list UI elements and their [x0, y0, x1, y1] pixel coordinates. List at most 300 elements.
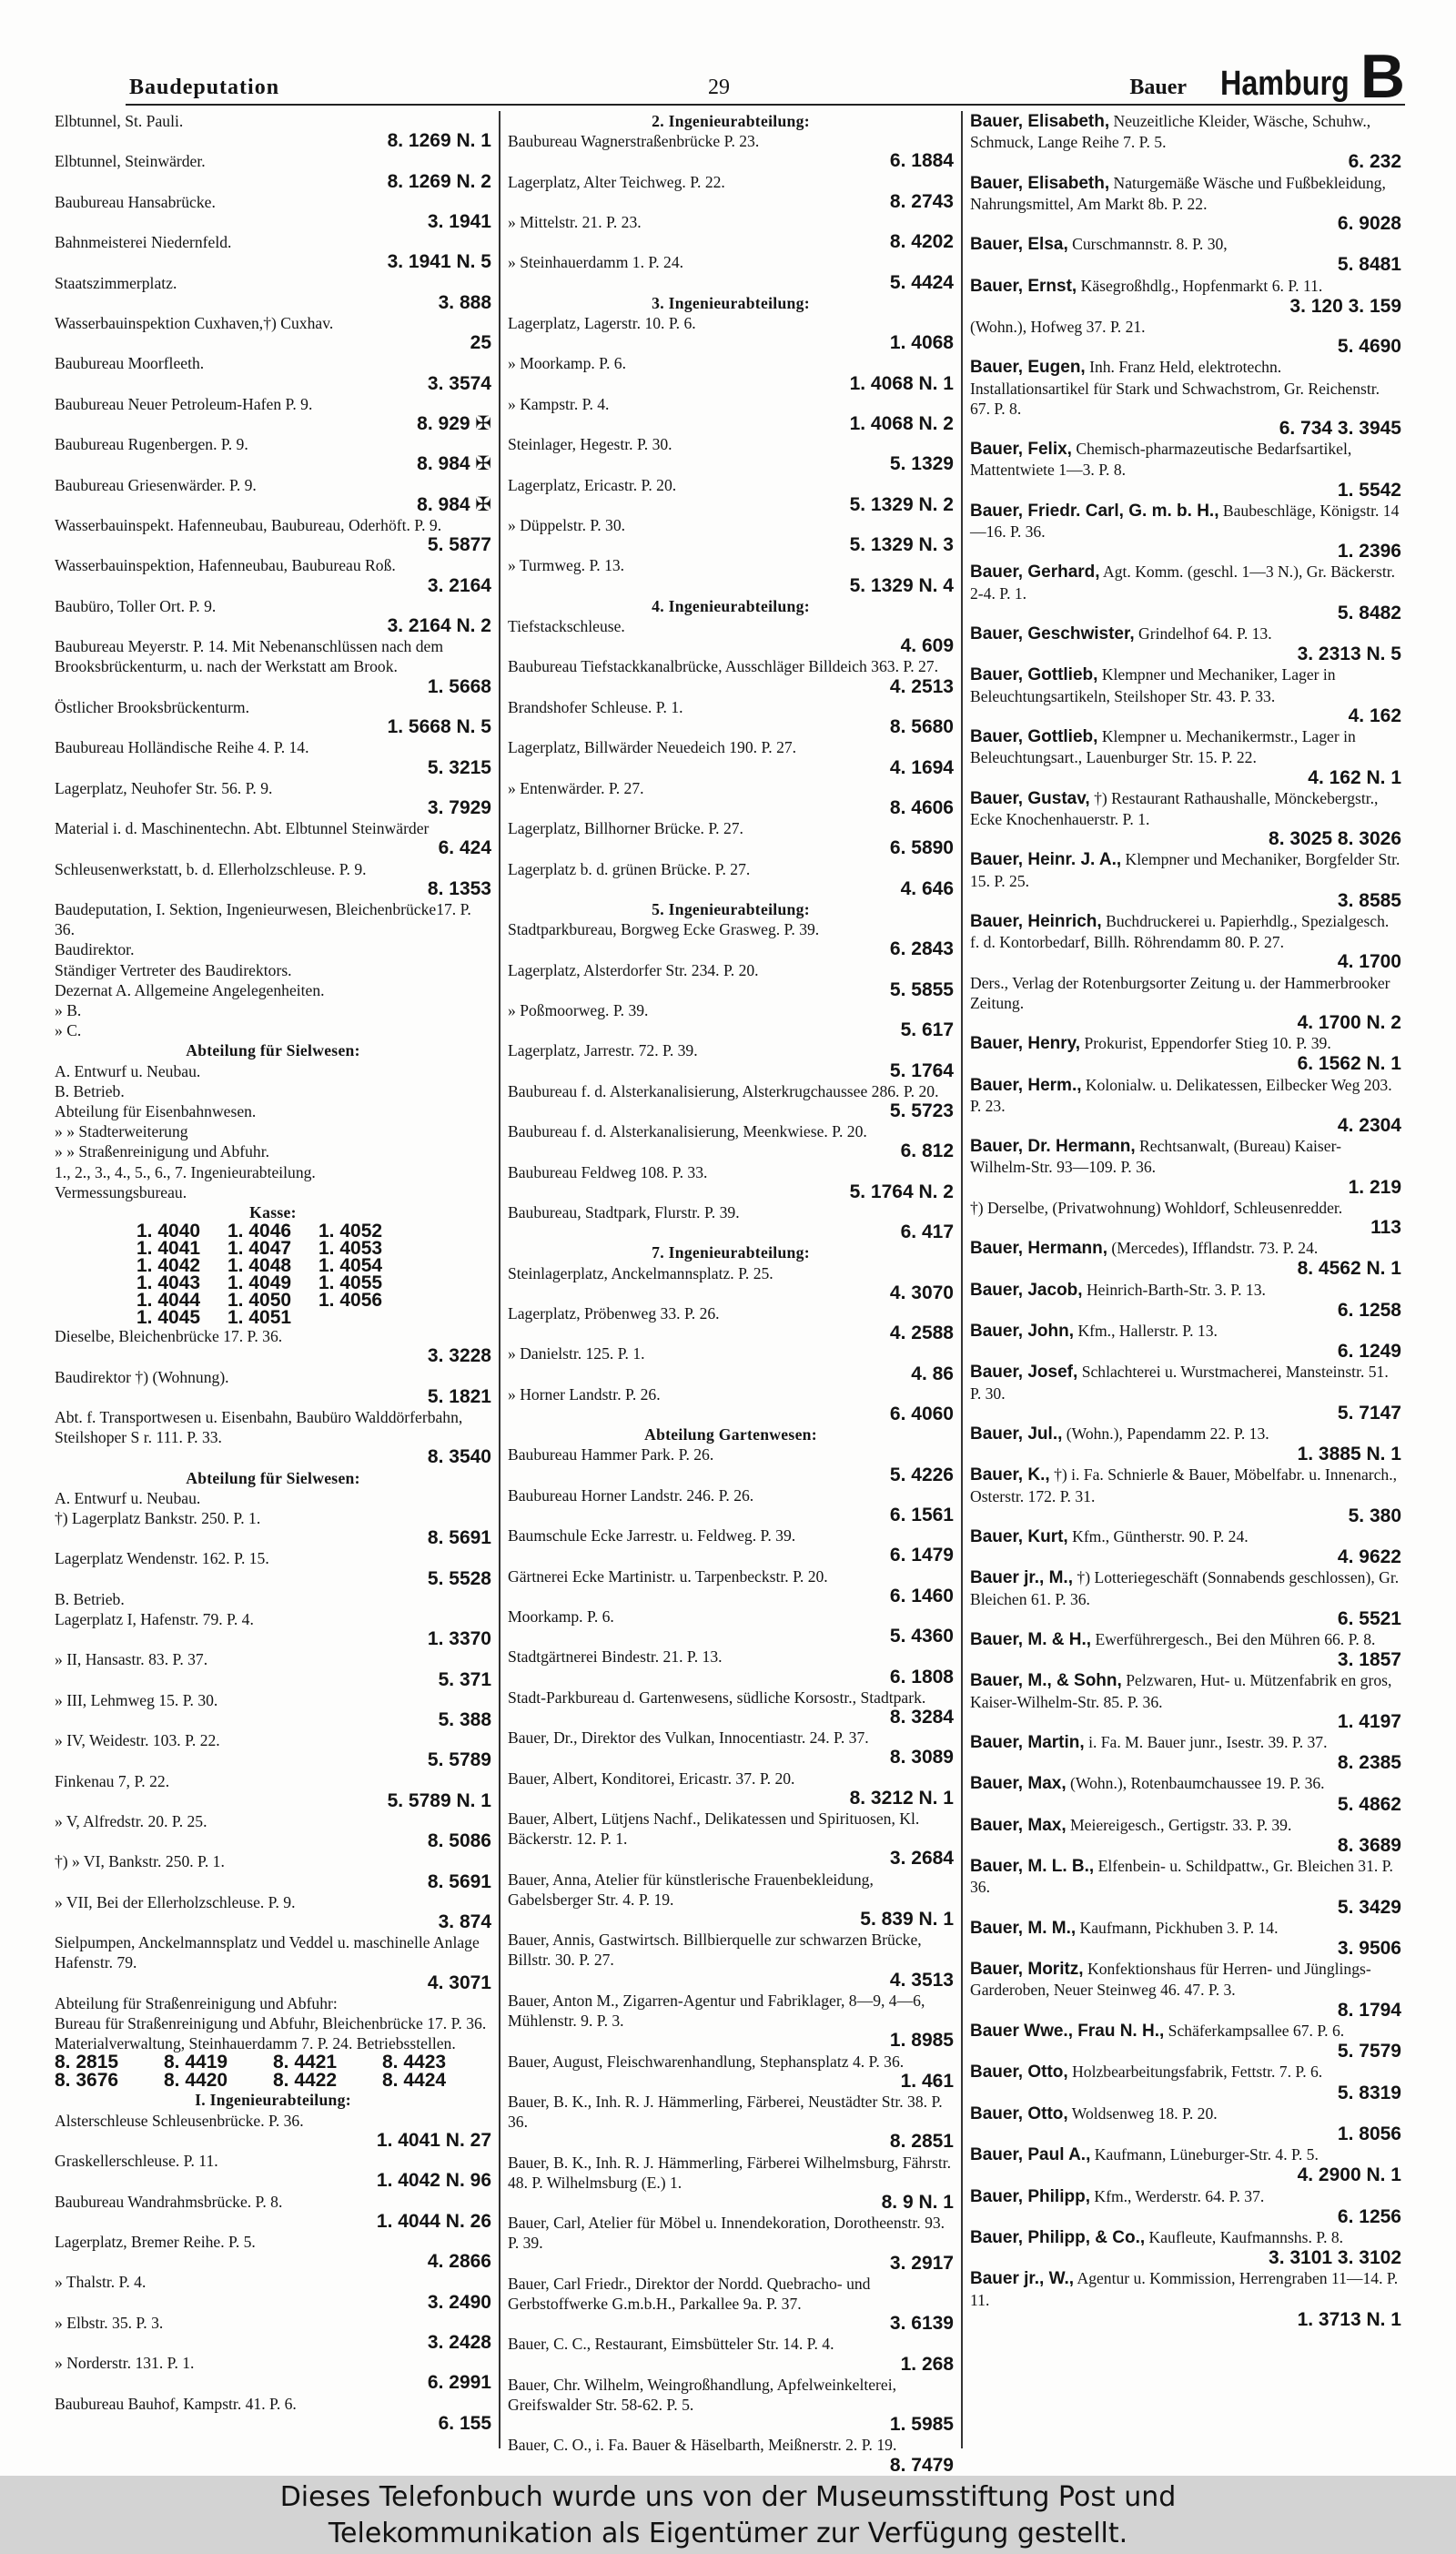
listing-text: Buchdruckerei u. Papierhdlg., Spezialgesch. f. d. Kontorbedarf, Billh. Röhrendamm 80. P. 27.: [970, 911, 1390, 952]
listing-name: Bauer, M. M.,: [970, 1918, 1077, 1938]
listing-line: » » Stadterweiterung: [55, 1122, 188, 1141]
listing-text: Bauer, Annis, Gastwirtsch. Billbierquelle zur schwarzen Brücke, Billstr. 30. P. 27.: [508, 1931, 922, 1970]
phone-number: 1. 4068 N. 2: [849, 413, 954, 435]
listing-text: Bauer, C. C., Restaurant, Eimsbütteler Str. 14. P. 4.: [508, 2335, 834, 2354]
listing-entry: [508, 2274, 954, 2335]
listing-entry: [55, 899, 491, 939]
listing-text: Baubeschläge, Königstr. 14—16. P. 36.: [970, 501, 1400, 542]
phone-number: 4. 609: [900, 635, 954, 657]
phone-number: 1. 268: [900, 2353, 954, 2375]
listing-entry: [55, 2013, 491, 2033]
listing-text: Kfm., Güntherstr. 90. P. 24.: [1072, 1527, 1249, 1546]
phone-number: 8. 3025 8. 3026: [1269, 828, 1401, 850]
listing-text: Agt. Komm. (geschl. 1—3 N.), Gr. Bäckerstr. 2-4. P. 1.: [970, 562, 1396, 603]
phone-number: 8. 2743: [889, 190, 954, 212]
listing-name: Bauer, Dr. Hermann,: [970, 1137, 1136, 1157]
listing-text: Baubureau Griesenwärder. P. 9.: [55, 475, 257, 494]
phone-number: 1. 4054: [318, 1255, 383, 1277]
listing-entry: [508, 394, 954, 434]
listing-entry: [508, 1809, 954, 1870]
phone-number: 4. 1700: [1337, 951, 1401, 973]
phone-number: 8. 5680: [889, 716, 954, 738]
phone-number: 3. 888: [438, 291, 491, 313]
listing-text: » VII, Bei der Ellerholzschleuse. P. 9.: [55, 1892, 296, 1911]
listing-text: Finkenau 7, P. 22.: [55, 1771, 170, 1790]
listing-text: (Mercedes), Ifflandstr. 73. P. 24.: [1111, 1239, 1319, 1258]
listing-entry: [970, 2268, 1401, 2330]
listing-text: Steinlagerplatz, Anckelmannsplatz. P. 25.: [508, 1263, 774, 1282]
listing-text: Bauer, Dr., Direktor des Vulkan, Innocentiastr. 24. P. 37.: [508, 1728, 869, 1748]
listing-entry: [508, 1444, 954, 1485]
listing-entry: [55, 636, 491, 697]
listing-entry: [508, 1991, 954, 2052]
listing-name: Bauer, Henry,: [970, 1034, 1081, 1054]
listing-entry: [55, 2111, 491, 2151]
phone-number: 1. 4041: [136, 1238, 201, 1260]
phone-number: 3. 120 3. 159: [1289, 295, 1401, 317]
listing-text: » C.: [55, 1021, 82, 1040]
section-heading: 7. Ingenieurabteilung:: [652, 1243, 810, 1262]
listing-entry: [55, 313, 491, 353]
listing-entry: [55, 1690, 491, 1730]
listing-text: Stadtparkbureau, Borgweg Ecke Grasweg. P. 39.: [508, 920, 820, 939]
phone-number: 5. 4862: [1337, 1793, 1401, 1815]
listing-line: A. Entwurf u. Neubau.: [55, 1061, 201, 1080]
listing-text: Lagerplatz, Billhorner Brücke. P. 27.: [508, 819, 743, 838]
listing-entry: [970, 234, 1401, 275]
listing-text: » Thalstr. P. 4.: [55, 2273, 147, 2292]
listing-name: Bauer, Felix,: [970, 440, 1072, 460]
listing-text: Bauer, Albert, Lütjens Nachf., Delikatessen und Spirituosen, Kl. Bäckerstr. 12. P. 1.: [508, 1809, 920, 1849]
listing-entry: [508, 1647, 954, 1687]
listing-text: Bauer, C. O., i. Fa. Bauer & Häselbarth, Meißnerstr. 2. P. 19.: [508, 2436, 897, 2455]
listing-entry: [508, 1121, 954, 1161]
listing-name: Bauer, Jacob,: [970, 1280, 1083, 1300]
listing-text: (Wohn.), Papendamm 22. P. 13.: [1066, 1424, 1269, 1443]
listing-entry: [55, 1000, 491, 1020]
listing-text: Kaufmann, Lüneburger-Str. 4. P. 5.: [1094, 2145, 1319, 2164]
listing-entry: [508, 1081, 954, 1121]
phone-number: 5. 4226: [889, 1464, 954, 1485]
betrieb-numbers: [55, 2053, 491, 2090]
phone-number: 4. 86: [911, 1363, 954, 1384]
phone-number: 1. 4068 N. 1: [849, 372, 954, 394]
listing-text: » III, Lehmweg 15. P. 30.: [55, 1690, 218, 1709]
listing-text: » Kampstr. P. 4.: [508, 394, 610, 413]
phone-number: 5. 1764: [889, 1059, 954, 1081]
listing-text: Gärtnerei Ecke Martinistr. u. Tarpenbeckstr. P. 20.: [508, 1566, 828, 1586]
listing-name: Bauer jr., M.,: [970, 1568, 1073, 1588]
listing-text: Bauer, B. K., Inh. R. J. Hämmerling, Färberei Wilhelmsburg, Fährstr. 48. P. Wilhelmsburg (E.) 1.: [508, 2153, 952, 2192]
phone-number: 8. 4420: [164, 2070, 228, 2092]
phone-number: 6. 4060: [889, 1404, 954, 1424]
listing-text: Schäferkampsallee 67. P. 6.: [1168, 2021, 1345, 2040]
phone-number: 3. 1941 N. 5: [387, 251, 491, 273]
listing-entry: [970, 357, 1401, 439]
listing-text: Lagerplatz, Pröbenweg 33. P. 26.: [508, 1303, 720, 1323]
phone-number: [318, 1309, 410, 1326]
listing-name: Bauer, Ernst,: [970, 276, 1077, 296]
phone-number: 4. 3070: [889, 1282, 954, 1303]
listing-entry: [970, 1773, 1401, 1814]
listing-entry: [970, 1136, 1401, 1198]
listing-text: (Wohn.), Hofweg 37. P. 21.: [970, 318, 1146, 337]
phone-number: 5. 8481: [1337, 254, 1401, 276]
phone-number: 6. 1562 N. 1: [1297, 1053, 1401, 1075]
listing-name: Bauer, Gustav,: [970, 788, 1090, 808]
listing-entry: [55, 353, 491, 393]
phone-number: 5. 7579: [1337, 2041, 1401, 2062]
listing-entry: [55, 1730, 491, 1770]
phone-number: 6. 1460: [889, 1585, 954, 1606]
listing-text: » II, Hansastr. 83. P. 37.: [55, 1650, 208, 1669]
listing-text: Baubureau Moorfleeth.: [55, 354, 205, 373]
listing-entry: [508, 1485, 954, 1525]
phone-number: 8. 2815: [55, 2052, 119, 2073]
phone-number: 8. 3540: [427, 1446, 491, 1468]
listing-entry: [508, 919, 954, 959]
listing-entry: [55, 151, 491, 191]
phone-number: 25: [470, 332, 491, 354]
listing-entry: [508, 2334, 954, 2374]
listing-name: Bauer, Philipp,: [970, 2186, 1090, 2206]
phone-number: 1. 4042: [136, 1255, 201, 1277]
phone-number: 1. 5542: [1337, 479, 1401, 501]
listing-entry: [508, 1303, 954, 1343]
listing-line: Vermessungsbureau.: [55, 1182, 187, 1201]
phone-number: 5. 371: [438, 1668, 491, 1690]
listing-entry: [508, 1687, 954, 1728]
listing-entry: [508, 252, 954, 292]
listing-text: Elbtunnel, Steinwärder.: [55, 152, 206, 171]
phone-number: 4. 3513: [889, 1969, 954, 1991]
listing-name: Bauer, Herm.,: [970, 1075, 1082, 1095]
phone-number: 6. 734 3. 3945: [1279, 418, 1401, 440]
phone-number: 8. 3284: [889, 1707, 954, 1728]
listing-text: Stadt-Parkbureau d. Gartenwesens, südliche Korsostr., Stadtpark.: [508, 1687, 926, 1707]
phone-number: 5. 1329 N. 2: [849, 493, 954, 515]
listing-entry: [970, 726, 1401, 788]
listing-text: Bauer, B. K., Inh. R. J. Hämmerling, Färberei, Neustädter Str. 38. P. 36.: [508, 2092, 943, 2132]
page-header: [126, 42, 1405, 112]
listing-text: Bauer, Carl Friedr., Direktor der Nordd. Quebracho- und Gerbstoffwerke G.m.b.H., Parkallee 9a. P. 37.: [508, 2274, 871, 2313]
listing-entry: [508, 778, 954, 818]
phone-number: 8. 5086: [427, 1830, 491, 1852]
listing-entry: [55, 1811, 491, 1851]
phone-number: 1. 4040: [136, 1221, 201, 1242]
page-number: 29: [708, 76, 730, 99]
listing-name: Bauer jr., W.,: [970, 2269, 1075, 2289]
listing-line: B. Betrieb.: [55, 1081, 125, 1100]
listing-name: Bauer, Elisabeth,: [970, 112, 1110, 131]
phone-number: 5. 8319: [1337, 2082, 1401, 2103]
listing-entry: [55, 1508, 491, 1548]
listing-name: Bauer, Max,: [970, 1774, 1067, 1794]
listing-entry: [55, 1851, 491, 1891]
listing-entry: [55, 778, 491, 818]
listing-text: Grindelhof 64. P. 13.: [1138, 624, 1272, 644]
listing-entry: [970, 1280, 1401, 1321]
phone-number: 1. 4048: [228, 1255, 292, 1277]
phone-number: 3. 6139: [889, 2313, 954, 2335]
footer-line-1: Dieses Telefonbuch wurde uns von der Museumsstiftung Post und: [279, 2481, 1177, 2513]
listing-entry: [55, 434, 491, 474]
listing-entry: [970, 501, 1401, 562]
listing-text: » Turmweg. P. 13.: [508, 556, 625, 575]
phone-number: 1. 8985: [889, 2030, 954, 2052]
listing-entry: [55, 1020, 491, 1040]
phone-number: 1. 4055: [318, 1272, 383, 1294]
listing-entry: [970, 1464, 1401, 1526]
listing-entry: [55, 555, 491, 595]
phone-number: 5. 1329 N. 4: [849, 574, 954, 596]
phone-number: 3. 1857: [1337, 1649, 1401, 1671]
listing-entry: [508, 131, 954, 171]
phone-number: 8. 4562 N. 1: [1297, 1258, 1401, 1280]
listing-entry: [508, 656, 954, 696]
listing-entry: [508, 1870, 954, 1931]
listing-line: Abteilung für Eisenbahnwesen.: [55, 1101, 257, 1120]
listing-line: A. Entwurf u. Neubau.: [55, 1488, 201, 1507]
listing-entry: [970, 1629, 1401, 1670]
section-heading: 5. Ingenieurabteilung:: [652, 899, 810, 918]
listing-entry: [55, 980, 491, 1000]
section-heading: Kasse:: [249, 1202, 297, 1221]
listing-text: Bauer, Albert, Konditorei, Ericastr. 37. P. 20.: [508, 1769, 795, 1788]
listing-entry: [508, 1202, 954, 1242]
phone-number: 1. 4042 N. 96: [376, 2170, 491, 2192]
listing-name: Bauer, Heinr. J. A.,: [970, 850, 1122, 870]
listing-text: Naturgemäße Wäsche und Fußbekleidung, Nahrungsmittel, Am Markt 8b. P. 22.: [970, 173, 1386, 213]
listing-name: Bauer, Hermann,: [970, 1239, 1107, 1259]
phone-number: 5. 5789: [427, 1749, 491, 1771]
phone-number: 8. 984 ✠: [417, 453, 491, 475]
phone-number: 5. 5855: [889, 978, 954, 1000]
listing-text: Baubureau Wagnerstraßenbrücke P. 23.: [508, 132, 760, 151]
listing-text: Graskellerschleuse. P. 11.: [55, 2152, 218, 2171]
listing-entry: [55, 2313, 491, 2353]
listing-entry: [970, 439, 1401, 501]
column-1: [47, 111, 499, 2448]
listing-name: Bauer, Otto,: [970, 2103, 1068, 2123]
listing-name: Bauer, K.,: [970, 1465, 1050, 1485]
phone-number: 1. 4050: [228, 1290, 292, 1312]
listing-line: » » Straßenreinigung und Abfuhr.: [55, 1142, 270, 1161]
phone-number: 3. 3574: [427, 372, 491, 394]
phone-number: 1. 4047: [228, 1238, 292, 1260]
listing-entry: [508, 555, 954, 595]
phone-number: 6. 1258: [1337, 1299, 1401, 1321]
listing-entry: [508, 1606, 954, 1647]
listing-text: Lagerplatz Wendenstr. 162. P. 15.: [55, 1549, 269, 1568]
listing-entry: [970, 788, 1401, 850]
phone-number: 8. 1269 N. 1: [387, 130, 491, 152]
phone-number: 5. 4360: [889, 1626, 954, 1647]
listing-text: Baubureau Tiefstackkanalbrücke, Ausschläger Billdeich 363. P. 27.: [508, 657, 938, 676]
listing-entry: [970, 317, 1401, 357]
listing-text: » Danielstr. 125. P. 1.: [508, 1344, 645, 1363]
listing-entry: [508, 1728, 954, 1768]
listing-text: Baubureau Holländische Reihe 4. P. 14.: [55, 738, 309, 757]
listing-entry: [508, 1525, 954, 1566]
listing-text: Prokurist, Eppendorfer Stieg 10. P. 39.: [1084, 1034, 1331, 1053]
phone-number: 6. 424: [438, 837, 491, 859]
listing-text: » Moorkamp. P. 6.: [508, 354, 627, 373]
listing-text: Elfenbein- u. Schildpattw., Gr. Bleichen 31. P. 36.: [970, 1857, 1393, 1897]
listing-text: Kfm., Werderstr. 64. P. 37.: [1094, 2186, 1265, 2205]
listing-name: Bauer, M., & Sohn,: [970, 1671, 1122, 1691]
phone-number: 8. 2385: [1337, 1752, 1401, 1774]
listing-text: Baubureau Feldweg 108. P. 33.: [508, 1162, 708, 1181]
section-heading: 3. Ingenieurabteilung:: [652, 293, 810, 312]
phone-number: 8. 7479: [889, 2454, 954, 2476]
listing-text: Baubureau Wandrahmsbrücke. P. 8.: [55, 2192, 283, 2211]
phone-number: 3. 2917: [889, 2252, 954, 2274]
phone-number: 1. 4041 N. 27: [376, 2129, 491, 2151]
listing-entry: [508, 859, 954, 899]
listing-text: †) » VI, Bankstr. 250. P. 1.: [55, 1852, 225, 1871]
listing-text: Baumschule Ecke Jarrestr. u. Feldweg. P. 39.: [508, 1526, 796, 1546]
listing-entry: [508, 1000, 954, 1040]
phone-number: 1. 8056: [1337, 2123, 1401, 2144]
listing-entry: [970, 664, 1401, 726]
phone-number: 6. 1256: [1337, 2205, 1401, 2227]
phone-number: 3. 8585: [1337, 889, 1401, 911]
listing-entry: [55, 232, 491, 272]
listing-text: » Horner Landstr. P. 26.: [508, 1384, 661, 1404]
listing-entry: [508, 172, 954, 212]
phone-number: 4. 1694: [889, 756, 954, 778]
phone-number: 1. 3713 N. 1: [1297, 2308, 1401, 2330]
listing-text: Bauer, Chr. Wilhelm, Weingroßhandlung, Apfelweinkelterei, Greifswalder Str. 58-62. P. 5.: [508, 2375, 896, 2414]
listing-name: Bauer, Martin,: [970, 1733, 1085, 1753]
listing-entry: [970, 2186, 1401, 2227]
listing-text: Tiefstackschleuse.: [508, 617, 625, 636]
listing-text: Bureau für Straßenreinigung und Abfuhr, Bleichenbrücke 17. P. 36.: [55, 2014, 487, 2033]
footer-line-2: Telekommunikation als Eigentümer zur Verfügung gestellt.: [328, 2518, 1128, 2549]
phone-number: 5. 1821: [427, 1385, 491, 1407]
listing-name: Bauer, Elsa,: [970, 235, 1068, 255]
phone-number: 5. 380: [1348, 1505, 1401, 1526]
listing-text: » Entenwärder. P. 27.: [508, 778, 644, 797]
listing-entry: [55, 273, 491, 313]
listing-name: Bauer, Geschwister,: [970, 624, 1135, 644]
listing-line: 1., 2., 3., 4., 5., 6., 7. Ingenieurabteilung.: [55, 1162, 316, 1181]
listing-text: Kaufleute, Kaufmannshs. P. 8.: [1148, 2227, 1344, 2246]
phone-number: 6. 1884: [889, 150, 954, 172]
listing-name: Bauer, Friedr. Carl, G. m. b. H.,: [970, 501, 1219, 521]
listing-text: Dieselbe, Bleichenbrücke 17. P. 36.: [55, 1327, 283, 1346]
listing-text: Bahnmeisterei Niedernfeld.: [55, 233, 232, 252]
listing-text: » Mittelstr. 21. P. 23.: [508, 213, 642, 232]
phone-number: 4. 3071: [427, 1971, 491, 1993]
phone-number: 1. 4044: [136, 1290, 201, 1312]
listing-text: †) i. Fa. Schnierle & Bauer, Möbelfabr. u. Innenarch., Osterstr. 172. P. 31.: [970, 1465, 1398, 1505]
listing-text: Baubureau, Stadtpark, Flurstr. P. 39.: [508, 1202, 740, 1221]
listing-entry: [55, 1649, 491, 1689]
listing-text: B. Betrieb.: [55, 1589, 125, 1608]
section-heading: 4. Ingenieurabteilung:: [652, 596, 810, 615]
listing-entry: [970, 1732, 1401, 1773]
phone-number: 5. 617: [900, 1019, 954, 1041]
listing-entry: [55, 1407, 491, 1468]
phone-number: 4. 2900 N. 1: [1297, 2164, 1401, 2186]
listing-name: Bauer, Otto,: [970, 2062, 1068, 2083]
section-heading: 2. Ingenieurabteilung:: [652, 112, 810, 130]
phone-number: 113: [1370, 1216, 1401, 1238]
header-left-keyword: Baudeputation: [129, 76, 280, 99]
phone-number: 3. 2490: [427, 2291, 491, 2313]
phone-number: 8. 3212 N. 1: [849, 1787, 954, 1809]
listing-text: Schlachterei u. Wurstmacherei, Mansteinstr. 51. P. 30.: [970, 1363, 1389, 1403]
listing-entry: [55, 1589, 491, 1609]
listing-text: Käsegroßhdlg., Hopfenmarkt 6. P. 11.: [1080, 276, 1323, 295]
listing-text: †) Derselbe, (Privatwohnung) Wohldorf, Schleusenredder.: [970, 1198, 1343, 1217]
listing-entry: [508, 960, 954, 1000]
phone-number: 3. 2164 N. 2: [387, 615, 491, 637]
listing-entry: [55, 2151, 491, 2191]
phone-number: 1. 3370: [427, 1628, 491, 1650]
listing-name: Bauer, M. L. B.,: [970, 1857, 1095, 1877]
header-city: Hamburg: [1220, 65, 1350, 103]
listing-entry: [55, 1548, 491, 1588]
listing-text: Chemisch-pharmazeutische Bedarfsartikel, Mattentwiete 1—3. P. 8.: [970, 440, 1352, 480]
listing-entry: [55, 596, 491, 636]
listing-entry: [970, 849, 1401, 911]
listing-entry: [508, 2052, 954, 2092]
phone-number: 3. 2684: [889, 1848, 954, 1870]
listing-entry: [970, 173, 1401, 235]
listing-entry: [55, 737, 491, 777]
phone-number: 1. 5668: [427, 675, 491, 697]
directory-columns: [47, 111, 1409, 2476]
listing-text: Ewerführergesch., Bei den Mühren 66. P. 8.: [1095, 1630, 1376, 1649]
phone-number: 8. 5691: [427, 1527, 491, 1549]
listing-name: Bauer, Josef,: [970, 1363, 1078, 1383]
phone-number: 5. 5789 N. 1: [387, 1789, 491, 1811]
listing-entry: [970, 911, 1401, 973]
listing-entry: [55, 2192, 491, 2232]
listing-text: Woldsenweg 18. P. 20.: [1071, 2103, 1218, 2123]
listing-entry: [55, 111, 491, 151]
listing-entry: [508, 1566, 954, 1606]
phone-number: 8. 4423: [382, 2052, 447, 2073]
listing-entry: [55, 859, 491, 899]
listing-entry: [970, 1918, 1401, 1959]
listing-text: (Wohn.), Rotenbaumchaussee 19. P. 36.: [1070, 1774, 1325, 1793]
listing-entry: [508, 616, 954, 656]
listing-text: Baudirektor †) (Wohnung).: [55, 1367, 229, 1386]
phone-number: 1. 461: [900, 2070, 954, 2092]
phone-number: 3. 2164: [427, 574, 491, 596]
listing-entry: [508, 1263, 954, 1303]
phone-number: 5. 4424: [889, 271, 954, 293]
listing-entry: [970, 2062, 1401, 2103]
phone-number: 3. 2313 N. 5: [1297, 644, 1401, 665]
phone-number: 6. 2843: [889, 938, 954, 960]
listing-text: Alsterschleuse Schleusenbrücke. P. 36.: [55, 2111, 304, 2130]
phone-number: 8. 1794: [1337, 1999, 1401, 2021]
listing-text: Moorkamp. P. 6.: [508, 1607, 614, 1627]
header-letter: B: [1360, 42, 1405, 112]
listing-entry: [970, 2144, 1401, 2185]
listing-name: Bauer, Kurt,: [970, 1527, 1068, 1547]
listing-entry: [55, 1326, 491, 1366]
phone-number: 8. 1353: [427, 877, 491, 899]
phone-number: 5. 4690: [1337, 336, 1401, 358]
listing-entry: [508, 2092, 954, 2153]
phone-number: 1. 5985: [889, 2414, 954, 2436]
